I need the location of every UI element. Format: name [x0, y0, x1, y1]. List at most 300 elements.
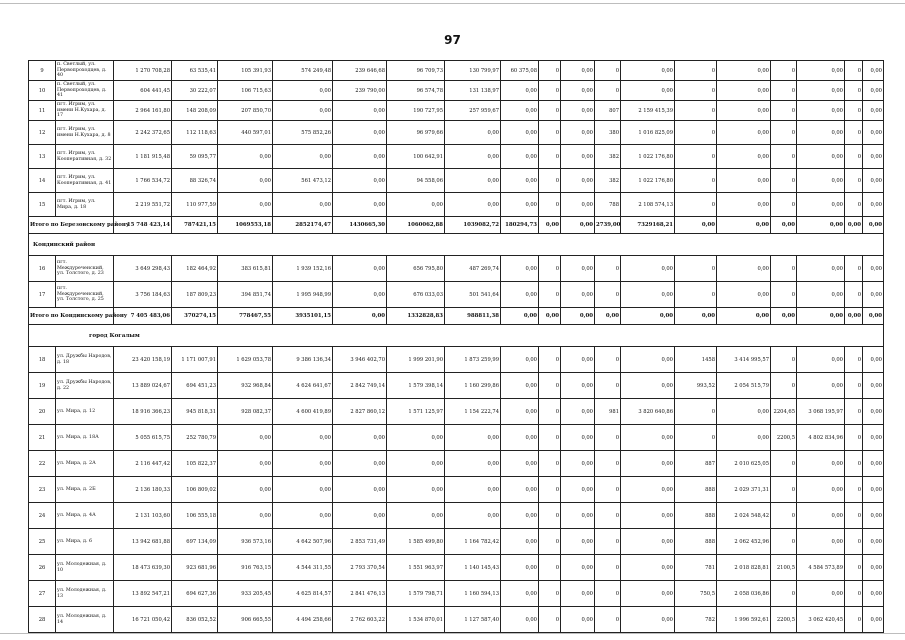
row-value-total: 1 766 534,72 — [114, 169, 172, 193]
row-value-c4: 239 646,68 — [333, 61, 387, 81]
row-number: 23 — [29, 477, 56, 503]
row-value-c4: 2 853 731,49 — [333, 529, 387, 555]
row-value-c6: 1 160 299,86 — [445, 373, 501, 399]
row-value-c7: 0,00 — [501, 282, 539, 308]
subtotal-value-c4: 0,00 — [333, 308, 387, 325]
row-value-total: 5 055 615,75 — [114, 425, 172, 451]
row-value-c14: 2100,5 — [771, 555, 797, 581]
row-value-c6: 0,00 — [445, 193, 501, 217]
row-value-c6: 0,00 — [445, 169, 501, 193]
subtotal-value-c13: 0,00 — [717, 308, 771, 325]
row-value-c2: 106 715,63 — [218, 81, 273, 101]
scan-top-edge — [0, 3, 905, 4]
row-value-c5: 96 709,73 — [387, 61, 445, 81]
row-value-c12: 0 — [675, 256, 717, 282]
row-number: 26 — [29, 555, 56, 581]
row-value-c2: 1 629 053,78 — [218, 347, 273, 373]
row-value-c17: 0,00 — [863, 169, 884, 193]
row-address: пгт. Игрим, ул. Кооперативная, д. 32 — [56, 145, 114, 169]
row-value-c14: 0 — [771, 529, 797, 555]
row-number: 25 — [29, 529, 56, 555]
subtotal-value-c8: 0,00 — [539, 308, 561, 325]
row-value-c9: 0,00 — [561, 169, 595, 193]
row-value-c14: 0 — [771, 373, 797, 399]
row-value-c5: 100 642,91 — [387, 145, 445, 169]
row-value-c8: 0 — [539, 399, 561, 425]
subtotal-label: Итого по Кондинскому району — [29, 308, 114, 325]
row-value-c9: 0,00 — [561, 503, 595, 529]
row-value-c17: 0,00 — [863, 503, 884, 529]
row-value-c9: 0,00 — [561, 607, 595, 633]
subtotal-value-c7: 180294,73 — [501, 217, 539, 234]
row-value-c4: 0,00 — [333, 503, 387, 529]
row-value-c11: 0,00 — [621, 503, 675, 529]
row-value-c14: 0 — [771, 581, 797, 607]
subtotal-value-c8: 0,00 — [539, 217, 561, 234]
row-address: ул. Мира, д. 18А — [56, 425, 114, 451]
row-value-c16: 0 — [845, 451, 863, 477]
row-value-c1: 945 818,31 — [172, 399, 218, 425]
row-value-c7: 0,00 — [501, 81, 539, 101]
row-value-c8: 0 — [539, 347, 561, 373]
row-value-total: 13 942 681,88 — [114, 529, 172, 555]
subtotal-value-c15: 0,00 — [797, 217, 845, 234]
row-value-c9: 0,00 — [561, 193, 595, 217]
row-value-c8: 0 — [539, 373, 561, 399]
row-value-c3: 4 624 641,67 — [273, 373, 333, 399]
row-value-c1: 148 208,09 — [172, 101, 218, 121]
row-value-c9: 0,00 — [561, 121, 595, 145]
row-value-c4: 2 841 476,13 — [333, 581, 387, 607]
row-value-c10: 0 — [595, 256, 621, 282]
row-value-c5: 0,00 — [387, 193, 445, 217]
table-row — [29, 169, 884, 193]
row-value-c16: 0 — [845, 529, 863, 555]
row-value-c7: 0,00 — [501, 529, 539, 555]
table-row — [29, 503, 884, 529]
row-number: 16 — [29, 256, 56, 282]
row-value-c3: 9 386 136,34 — [273, 347, 333, 373]
row-value-c13: 2 024 548,42 — [717, 503, 771, 529]
row-value-c11: 1 022 176,80 — [621, 169, 675, 193]
row-value-c2: 932 968,84 — [218, 373, 273, 399]
row-value-c8: 0 — [539, 256, 561, 282]
row-value-total: 2 131 103,60 — [114, 503, 172, 529]
row-value-c3: 1 995 948,99 — [273, 282, 333, 308]
row-value-c15: 0,00 — [797, 101, 845, 121]
subtotal-value-c6: 988811,38 — [445, 308, 501, 325]
row-number: 9 — [29, 61, 56, 81]
row-value-c14: 0 — [771, 169, 797, 193]
row-value-c4: 0,00 — [333, 193, 387, 217]
row-value-c5: 676 033,03 — [387, 282, 445, 308]
row-value-c17: 0,00 — [863, 529, 884, 555]
subtotal-value-c17: 0,00 — [863, 308, 884, 325]
row-value-c14: 0 — [771, 81, 797, 101]
row-value-c14: 2200,5 — [771, 425, 797, 451]
table-row — [29, 282, 884, 308]
row-value-c6: 1 140 145,43 — [445, 555, 501, 581]
row-value-c6: 1 164 782,42 — [445, 529, 501, 555]
row-value-c4: 0,00 — [333, 101, 387, 121]
row-value-c1: 694 451,23 — [172, 373, 218, 399]
row-value-c8: 0 — [539, 581, 561, 607]
row-address: п. Светлый, ул. Первопроходцев, д. 40 — [56, 61, 114, 81]
row-value-c7: 0,00 — [501, 399, 539, 425]
row-value-c10: 0 — [595, 529, 621, 555]
subtotal-value-total: 15 748 423,14 — [114, 217, 172, 234]
row-value-c16: 0 — [845, 81, 863, 101]
row-value-c10: 0 — [595, 61, 621, 81]
row-value-c14: 0 — [771, 121, 797, 145]
subtotal-value-c2: 778467,55 — [218, 308, 273, 325]
row-value-c11: 0,00 — [621, 61, 675, 81]
row-value-c8: 0 — [539, 282, 561, 308]
row-value-c5: 1 534 870,01 — [387, 607, 445, 633]
row-value-c12: 888 — [675, 503, 717, 529]
row-value-c6: 257 959,67 — [445, 101, 501, 121]
row-value-c12: 993,52 — [675, 373, 717, 399]
row-value-c4: 0,00 — [333, 282, 387, 308]
subtotal-label: Итого по Березовскому району — [29, 217, 114, 234]
row-value-c2: 0,00 — [218, 425, 273, 451]
row-value-c10: 0 — [595, 451, 621, 477]
row-value-c5: 96 979,66 — [387, 121, 445, 145]
row-value-c6: 130 799,97 — [445, 61, 501, 81]
row-value-total: 2 964 161,80 — [114, 101, 172, 121]
table-row — [29, 373, 884, 399]
row-number: 10 — [29, 81, 56, 101]
table-row — [29, 555, 884, 581]
row-value-c10: 0 — [595, 581, 621, 607]
row-value-c1: 697 134,09 — [172, 529, 218, 555]
capital-repair-table — [28, 60, 884, 633]
row-value-c6: 0,00 — [445, 145, 501, 169]
row-value-c10: 0 — [595, 81, 621, 101]
row-value-c8: 0 — [539, 121, 561, 145]
row-value-c3: 0,00 — [273, 451, 333, 477]
row-value-c11: 0,00 — [621, 529, 675, 555]
row-value-c17: 0,00 — [863, 607, 884, 633]
row-value-c4: 2 842 749,14 — [333, 373, 387, 399]
row-value-total: 16 721 050,42 — [114, 607, 172, 633]
row-value-c11: 0,00 — [621, 477, 675, 503]
row-value-c12: 1458 — [675, 347, 717, 373]
row-value-c6: 1 127 587,40 — [445, 607, 501, 633]
row-value-c2: 0,00 — [218, 451, 273, 477]
row-value-c8: 0 — [539, 81, 561, 101]
section-heading-row — [29, 234, 884, 256]
row-number: 20 — [29, 399, 56, 425]
row-value-c15: 0,00 — [797, 477, 845, 503]
row-value-c1: 923 681,96 — [172, 555, 218, 581]
row-value-total: 1 270 708,28 — [114, 61, 172, 81]
subtotal-row — [29, 308, 884, 325]
row-value-c13: 0,00 — [717, 81, 771, 101]
row-value-c11: 1 016 825,09 — [621, 121, 675, 145]
row-value-c9: 0,00 — [561, 61, 595, 81]
row-value-c1: 110 977,59 — [172, 193, 218, 217]
subtotal-value-c9: 0,00 — [561, 217, 595, 234]
row-value-c7: 0,00 — [501, 101, 539, 121]
row-value-c14: 0 — [771, 451, 797, 477]
row-value-c12: 0 — [675, 145, 717, 169]
row-value-c11: 0,00 — [621, 425, 675, 451]
row-value-c12: 0 — [675, 169, 717, 193]
row-value-c11: 1 022 176,80 — [621, 145, 675, 169]
row-value-c6: 501 541,64 — [445, 282, 501, 308]
row-value-c1: 30 222,07 — [172, 81, 218, 101]
row-value-c17: 0,00 — [863, 477, 884, 503]
row-value-c2: 0,00 — [218, 477, 273, 503]
row-value-c1: 59 095,77 — [172, 145, 218, 169]
row-value-c15: 0,00 — [797, 169, 845, 193]
row-number: 12 — [29, 121, 56, 145]
row-value-total: 2 116 447,42 — [114, 451, 172, 477]
row-value-c13: 2 018 828,81 — [717, 555, 771, 581]
row-value-c15: 0,00 — [797, 256, 845, 282]
row-value-c15: 0,00 — [797, 282, 845, 308]
row-value-c5: 1 551 963,97 — [387, 555, 445, 581]
row-value-c3: 4 625 814,57 — [273, 581, 333, 607]
row-value-c3: 0,00 — [273, 477, 333, 503]
row-value-c8: 0 — [539, 193, 561, 217]
subtotal-value-c3: 3935101,15 — [273, 308, 333, 325]
row-value-c13: 0,00 — [717, 121, 771, 145]
row-value-c9: 0,00 — [561, 373, 595, 399]
table-row — [29, 145, 884, 169]
row-value-c9: 0,00 — [561, 529, 595, 555]
page-number: 97 — [444, 33, 461, 47]
row-value-c3: 4 544 311,55 — [273, 555, 333, 581]
row-number: 17 — [29, 282, 56, 308]
row-number: 21 — [29, 425, 56, 451]
row-value-c4: 0,00 — [333, 451, 387, 477]
table-row — [29, 399, 884, 425]
row-value-c7: 0,00 — [501, 169, 539, 193]
row-value-c2: 440 597,01 — [218, 121, 273, 145]
row-value-c16: 0 — [845, 581, 863, 607]
row-value-c3: 4 600 419,89 — [273, 399, 333, 425]
row-value-c9: 0,00 — [561, 477, 595, 503]
row-value-c6: 0,00 — [445, 503, 501, 529]
row-value-c2: 0,00 — [218, 169, 273, 193]
row-address: ул. Мира, д. 6 — [56, 529, 114, 555]
subtotal-value-c13: 0,00 — [717, 217, 771, 234]
row-value-c16: 0 — [845, 193, 863, 217]
row-value-c12: 0 — [675, 101, 717, 121]
row-value-c1: 88 326,74 — [172, 169, 218, 193]
row-value-c1: 105 822,37 — [172, 451, 218, 477]
row-value-c12: 0 — [675, 193, 717, 217]
row-value-c3: 0,00 — [273, 503, 333, 529]
row-value-c9: 0,00 — [561, 101, 595, 121]
row-value-c7: 0,00 — [501, 373, 539, 399]
table-row — [29, 425, 884, 451]
row-address: пгт. Междуреченский, ул. Толстого, д. 25 — [56, 282, 114, 308]
subtotal-value-c12: 0,00 — [675, 217, 717, 234]
subtotal-value-c10: 0,00 — [595, 308, 621, 325]
row-value-c9: 0,00 — [561, 282, 595, 308]
row-value-c15: 4 584 573,89 — [797, 555, 845, 581]
row-address: ул. Молодежная, д. 13 — [56, 581, 114, 607]
row-value-c16: 0 — [845, 373, 863, 399]
row-value-c10: 0 — [595, 477, 621, 503]
row-value-total: 23 420 158,19 — [114, 347, 172, 373]
row-value-c14: 0 — [771, 256, 797, 282]
row-value-c11: 0,00 — [621, 373, 675, 399]
row-value-c9: 0,00 — [561, 145, 595, 169]
row-address: п. Светлый, ул. Первопроходцев, д. 41 — [56, 81, 114, 101]
row-value-c17: 0,00 — [863, 145, 884, 169]
table-row — [29, 193, 884, 217]
row-number: 18 — [29, 347, 56, 373]
row-value-c15: 0,00 — [797, 81, 845, 101]
row-value-c17: 0,00 — [863, 81, 884, 101]
row-value-c13: 0,00 — [717, 282, 771, 308]
row-value-c6: 0,00 — [445, 451, 501, 477]
row-value-c9: 0,00 — [561, 256, 595, 282]
row-value-c3: 561 473,12 — [273, 169, 333, 193]
row-value-c9: 0,00 — [561, 451, 595, 477]
row-number: 28 — [29, 607, 56, 633]
row-value-c13: 2 010 625,05 — [717, 451, 771, 477]
row-value-c6: 131 138,97 — [445, 81, 501, 101]
row-value-c15: 3 062 420,45 — [797, 607, 845, 633]
row-value-c15: 0,00 — [797, 451, 845, 477]
row-value-c13: 1 996 592,61 — [717, 607, 771, 633]
row-value-c3: 0,00 — [273, 425, 333, 451]
row-value-c15: 0,00 — [797, 121, 845, 145]
row-value-c10: 382 — [595, 145, 621, 169]
row-value-c15: 0,00 — [797, 503, 845, 529]
row-value-c3: 574 249,48 — [273, 61, 333, 81]
row-value-c8: 0 — [539, 555, 561, 581]
row-value-c17: 0,00 — [863, 399, 884, 425]
table-row — [29, 347, 884, 373]
section-heading: Кондинский район — [29, 234, 884, 256]
row-value-c14: 0 — [771, 193, 797, 217]
row-value-c11: 2 159 415,39 — [621, 101, 675, 121]
row-value-c17: 0,00 — [863, 282, 884, 308]
row-value-c15: 0,00 — [797, 193, 845, 217]
row-value-c2: 207 850,70 — [218, 101, 273, 121]
row-value-c15: 4 802 834,96 — [797, 425, 845, 451]
row-value-c15: 0,00 — [797, 145, 845, 169]
row-value-c5: 1 999 201,90 — [387, 347, 445, 373]
table-row — [29, 61, 884, 81]
table-row — [29, 256, 884, 282]
row-value-c8: 0 — [539, 477, 561, 503]
subtotal-value-c10: 2739,00 — [595, 217, 621, 234]
row-value-c2: 936 573,16 — [218, 529, 273, 555]
subtotal-value-c17: 0,00 — [863, 217, 884, 234]
row-value-c10: 382 — [595, 169, 621, 193]
row-value-c11: 3 820 640,86 — [621, 399, 675, 425]
row-number: 13 — [29, 145, 56, 169]
row-value-c15: 0,00 — [797, 581, 845, 607]
row-value-c12: 0 — [675, 121, 717, 145]
row-value-c6: 1 873 259,99 — [445, 347, 501, 373]
row-value-c1: 106 809,02 — [172, 477, 218, 503]
table-row — [29, 607, 884, 633]
table-row — [29, 101, 884, 121]
subtotal-value-c14: 0,00 — [771, 217, 797, 234]
row-value-c13: 0,00 — [717, 193, 771, 217]
row-value-c8: 0 — [539, 503, 561, 529]
row-number: 22 — [29, 451, 56, 477]
row-value-c2: 0,00 — [218, 503, 273, 529]
section-heading-row — [29, 325, 884, 347]
row-value-c10: 0 — [595, 282, 621, 308]
row-value-c2: 933 205,45 — [218, 581, 273, 607]
row-value-c2: 383 615,81 — [218, 256, 273, 282]
row-value-c2: 928 082,37 — [218, 399, 273, 425]
table-row — [29, 529, 884, 555]
row-value-c11: 0,00 — [621, 256, 675, 282]
row-value-c2: 105 391,93 — [218, 61, 273, 81]
row-value-c6: 487 269,74 — [445, 256, 501, 282]
row-value-c14: 0 — [771, 61, 797, 81]
row-value-c11: 0,00 — [621, 282, 675, 308]
row-value-c11: 0,00 — [621, 81, 675, 101]
row-value-c9: 0,00 — [561, 399, 595, 425]
row-value-c4: 3 946 402,70 — [333, 347, 387, 373]
row-value-c5: 96 574,78 — [387, 81, 445, 101]
row-value-c8: 0 — [539, 61, 561, 81]
row-value-c12: 0 — [675, 282, 717, 308]
row-value-c8: 0 — [539, 101, 561, 121]
row-value-c4: 2 762 603,22 — [333, 607, 387, 633]
row-value-total: 2 136 180,33 — [114, 477, 172, 503]
row-address: ул. Молодежная, д. 14 — [56, 607, 114, 633]
row-value-total: 2 219 551,72 — [114, 193, 172, 217]
row-value-c4: 0,00 — [333, 145, 387, 169]
row-value-c4: 2 827 860,12 — [333, 399, 387, 425]
row-address: ул. Мира, д. 4А — [56, 503, 114, 529]
row-value-total: 3 756 184,63 — [114, 282, 172, 308]
row-value-c4: 0,00 — [333, 169, 387, 193]
row-value-c8: 0 — [539, 145, 561, 169]
row-value-c3: 0,00 — [273, 81, 333, 101]
row-value-c2: 906 665,55 — [218, 607, 273, 633]
row-value-c17: 0,00 — [863, 101, 884, 121]
row-value-c5: 190 727,95 — [387, 101, 445, 121]
row-value-c4: 0,00 — [333, 477, 387, 503]
section-heading: город Когалым — [29, 325, 884, 347]
row-value-c13: 2 029 371,31 — [717, 477, 771, 503]
row-value-c1: 187 809,23 — [172, 282, 218, 308]
row-value-c1: 182 464,92 — [172, 256, 218, 282]
row-value-c7: 0,00 — [501, 503, 539, 529]
row-value-c1: 252 780,79 — [172, 425, 218, 451]
row-value-c3: 0,00 — [273, 193, 333, 217]
row-value-total: 13 892 547,21 — [114, 581, 172, 607]
row-value-c1: 1 171 007,91 — [172, 347, 218, 373]
row-address: пгт. Игрим, ул. Кооперативная, д. 41 — [56, 169, 114, 193]
subtotal-value-c11: 7329168,21 — [621, 217, 675, 234]
row-value-c16: 0 — [845, 477, 863, 503]
subtotal-value-c1: 370274,15 — [172, 308, 218, 325]
row-address: пгт. Междуреченский, ул. Толстого, д. 23 — [56, 256, 114, 282]
row-value-c14: 0 — [771, 145, 797, 169]
row-value-c16: 0 — [845, 145, 863, 169]
row-value-c7: 0,00 — [501, 193, 539, 217]
row-value-c2: 0,00 — [218, 193, 273, 217]
row-value-c1: 112 118,63 — [172, 121, 218, 145]
row-value-c7: 0,00 — [501, 121, 539, 145]
row-value-c5: 1 571 125,97 — [387, 399, 445, 425]
